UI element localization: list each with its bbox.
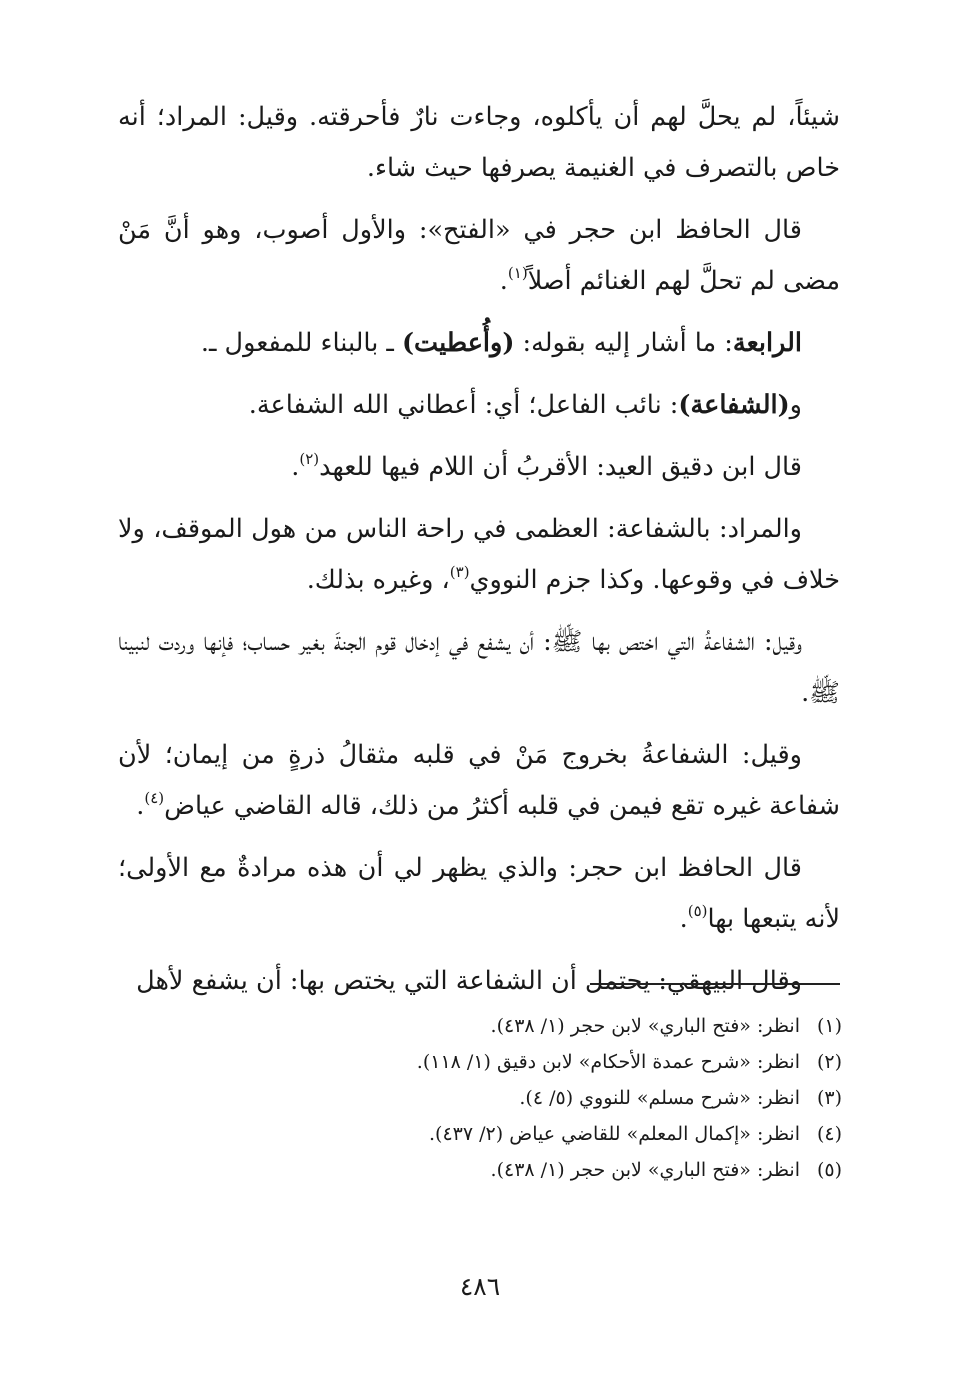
paragraph-text: قال ابن دقيق العيد: الأقربُ أن اللام فيها للعهد [319, 452, 802, 482]
paragraph [118, 92, 840, 194]
footnote [282, 1116, 842, 1152]
paragraph-text: ـ بالبناء للمفعول ـ. [200, 328, 402, 358]
paragraph-text: وقيل: الشفاعةُ بخروج مَنْ في قلبه مثقالُ ذرةٍ من إيمان؛ لأن شفاعة غيره تقع فيمن في قلبه أكثرُ من ذلك، قاله القاضي عياض [118, 740, 840, 821]
footnote-number: (١) [816, 1015, 842, 1037]
footnote-text: انظر: «إكمال المعلم» للقاضي عياض (٢/ ٤٣٧). [429, 1123, 800, 1145]
paragraph [118, 205, 840, 307]
footnote-divider [590, 983, 840, 985]
footnotes [282, 1008, 842, 1188]
paragraph-text: . [291, 452, 300, 482]
footnote-text: انظر: «شرح مسلم» للنووي (٥/ ٤). [519, 1087, 800, 1109]
paragraph-text: وقيل: الشفاعةُ التي اختص بها ﷺ: أن يشفع في إدخال قوم الجنةَ بغير حساب؛ فإنها وردت لنبينا ﷺ. [118, 627, 840, 708]
paragraph [118, 504, 840, 606]
section-heading: الرابعة [732, 328, 802, 358]
footnote-number: (٤) [816, 1123, 842, 1145]
footnote [282, 1008, 842, 1044]
paragraph-text: : ما أشار إليه بقوله: [514, 328, 733, 358]
footnote-ref[interactable]: (٣) [449, 563, 470, 581]
paragraph-text: : نائب الفاعل؛ أي: أعطاني الله الشفاعة. [248, 390, 679, 420]
footnote [282, 1044, 842, 1080]
footnote [282, 1080, 842, 1116]
quoted-term: (الشفاعة) [678, 390, 790, 420]
paragraph [118, 617, 840, 719]
footnote-text: انظر: «شرح عمدة الأحكام» لابن دقيق (١/ ١١٨). [416, 1051, 800, 1073]
paragraph [118, 442, 840, 493]
footnote-ref[interactable]: (٤) [144, 789, 165, 807]
footnote-number: (٥) [816, 1159, 842, 1181]
page-number: ٤٨٦ [459, 1272, 501, 1301]
paragraph [118, 318, 840, 369]
paragraph-text: . [679, 904, 688, 934]
paragraph-text: . [136, 791, 145, 821]
footnote-number: (٢) [816, 1051, 842, 1073]
paragraph-text: قال الحافظ ابن حجر في «الفتح»: والأول أصوب، وهو أنَّ مَنْ مضى لم تحلَّ لهم الغنائم أصلاً [118, 215, 840, 296]
paragraph [118, 380, 840, 431]
footnote-text: انظر: «فتح الباري» لابن حجر (١/ ٤٣٨). [490, 1015, 800, 1037]
footnote-text: انظر: «فتح الباري» لابن حجر (١/ ٤٣٨). [490, 1159, 800, 1181]
quoted-term: (وأُعطيت) [401, 328, 515, 358]
paragraph [118, 956, 840, 1007]
paragraph-text: قال الحافظ ابن حجر: والذي يظهر لي أن هذه مرادةٌ مع الأولى؛ لأنه يتبعها بها [118, 853, 840, 934]
footnote [282, 1152, 842, 1188]
paragraph-text: وقال البيهقي: يحتمل أن الشفاعة التي يختص بها: أن يشفع لأهل [136, 966, 802, 996]
footnote-number: (٣) [816, 1087, 842, 1109]
footnote-ref[interactable]: (٥) [687, 902, 708, 920]
paragraph [118, 730, 840, 832]
paragraph-text: والمراد: بالشفاعة: العظمى في راحة الناس من هول الموقف، ولا خلاف في وقوعها. وكذا جزم النووي [118, 514, 840, 595]
paragraph-text: و [789, 390, 802, 420]
paragraph-text: . [499, 266, 508, 296]
paragraph-text: ، وغيره بذلك. [306, 565, 450, 595]
footnote-ref[interactable]: (١) [507, 264, 528, 282]
footnote-ref[interactable]: (٢) [299, 450, 320, 468]
body-text [118, 92, 840, 1018]
paragraph-text: شيئاً، لم يحلَّ لهم أن يأكلوه، وجاءت نارٌ فأحرقته. وقيل: المراد؛ أنه خاص بالتصرف في الغنيمة يصرفها حيث شاء. [118, 102, 840, 183]
paragraph [118, 843, 840, 945]
